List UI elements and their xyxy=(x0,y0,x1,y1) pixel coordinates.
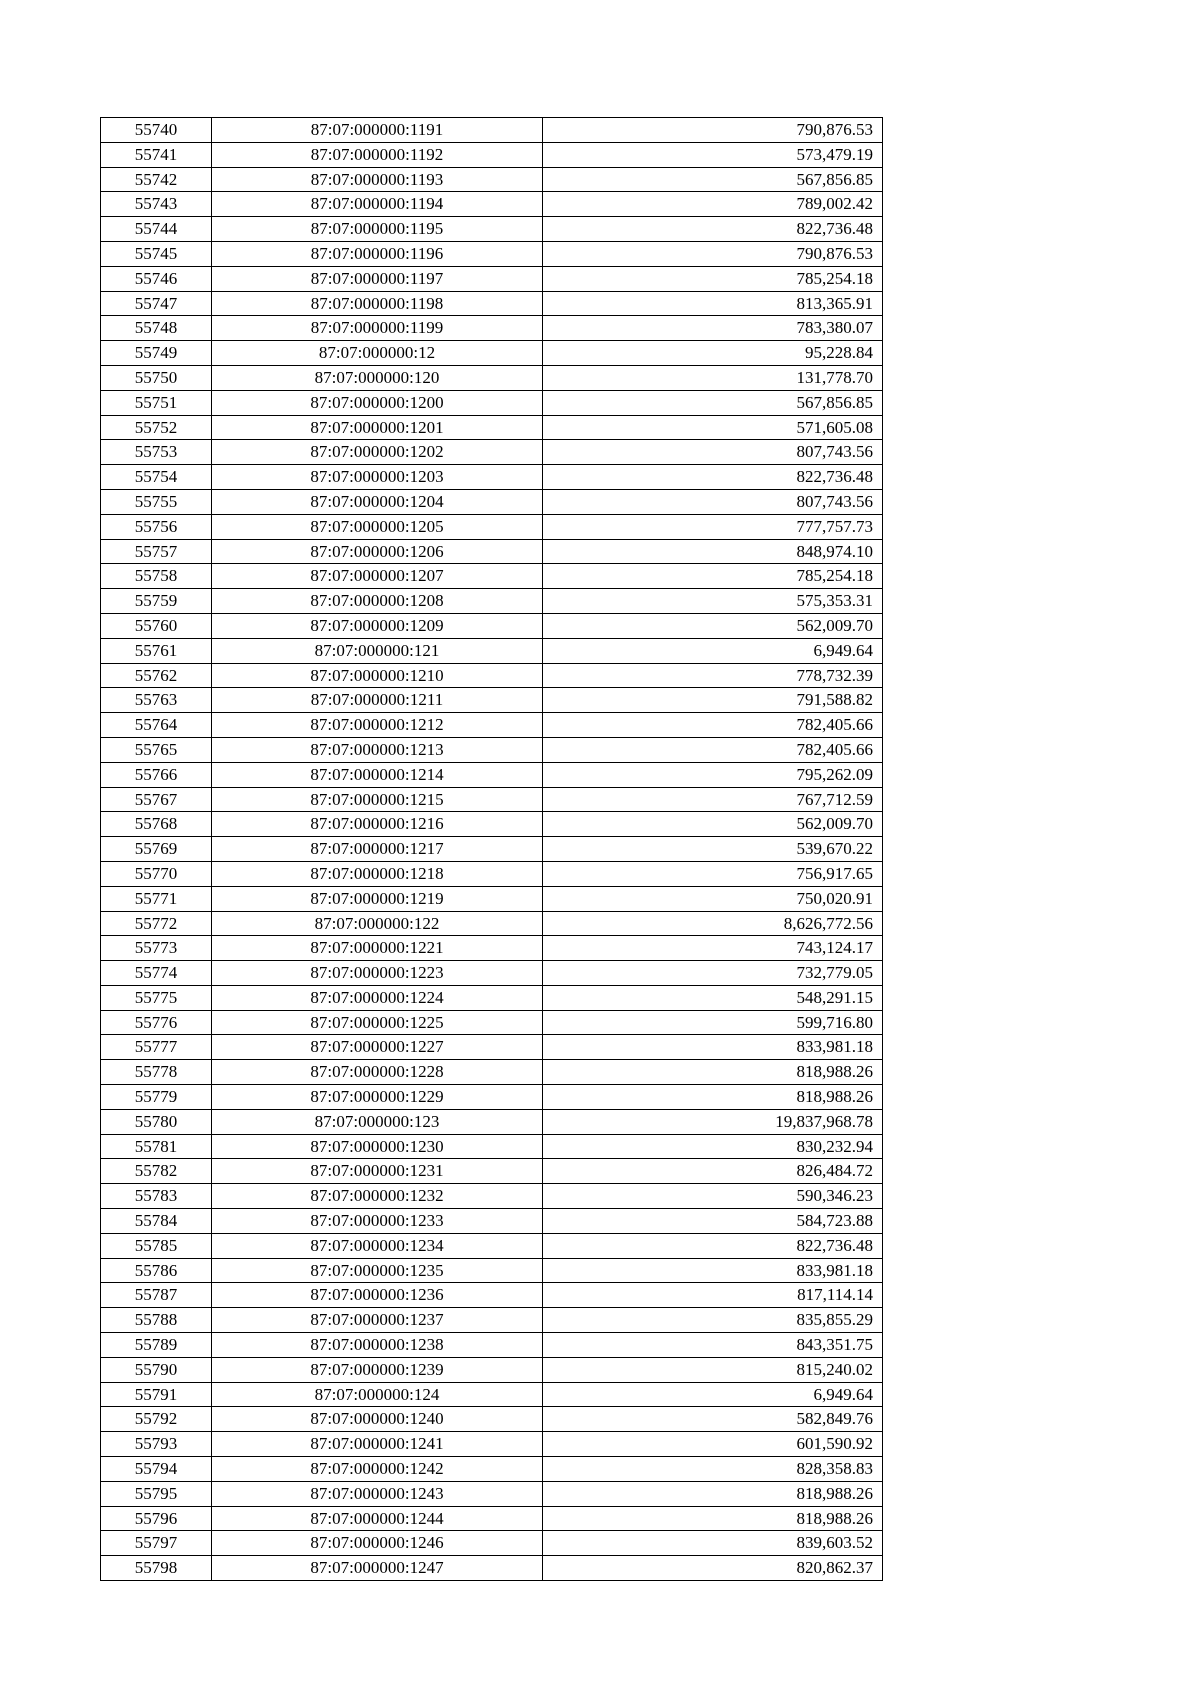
cadastral-number-cell: 87:07:000000:1191 xyxy=(212,118,543,143)
cadastral-number-cell: 87:07:000000:1196 xyxy=(212,241,543,266)
row-number-cell: 55790 xyxy=(101,1357,212,1382)
table-row xyxy=(101,440,883,465)
row-number-cell: 55781 xyxy=(101,1134,212,1159)
table-row xyxy=(101,489,883,514)
cadastral-number-cell: 87:07:000000:1194 xyxy=(212,192,543,217)
table-row xyxy=(101,539,883,564)
row-number-cell: 55786 xyxy=(101,1258,212,1283)
value-cell: 782,405.66 xyxy=(543,713,883,738)
table-row xyxy=(101,1184,883,1209)
value-cell: 833,981.18 xyxy=(543,1258,883,1283)
row-number-cell: 55770 xyxy=(101,861,212,886)
cadastral-number-cell: 87:07:000000:1227 xyxy=(212,1035,543,1060)
table-row xyxy=(101,688,883,713)
value-cell: 820,862.37 xyxy=(543,1556,883,1581)
row-number-cell: 55759 xyxy=(101,589,212,614)
table-row xyxy=(101,1283,883,1308)
row-number-cell: 55779 xyxy=(101,1085,212,1110)
table-row xyxy=(101,266,883,291)
row-number-cell: 55757 xyxy=(101,539,212,564)
table-row xyxy=(101,1333,883,1358)
table-row xyxy=(101,613,883,638)
cadastral-number-cell: 87:07:000000:1201 xyxy=(212,415,543,440)
cadastral-number-cell: 87:07:000000:1203 xyxy=(212,465,543,490)
value-cell: 8,626,772.56 xyxy=(543,911,883,936)
value-cell: 830,232.94 xyxy=(543,1134,883,1159)
table-row xyxy=(101,1457,883,1482)
value-cell: 843,351.75 xyxy=(543,1333,883,1358)
row-number-cell: 55774 xyxy=(101,961,212,986)
row-number-cell: 55753 xyxy=(101,440,212,465)
cadastral-number-cell: 87:07:000000:1223 xyxy=(212,961,543,986)
row-number-cell: 55746 xyxy=(101,266,212,291)
row-number-cell: 55792 xyxy=(101,1407,212,1432)
table-row xyxy=(101,316,883,341)
table-row xyxy=(101,142,883,167)
value-cell: 790,876.53 xyxy=(543,118,883,143)
table-row xyxy=(101,837,883,862)
row-number-cell: 55761 xyxy=(101,638,212,663)
cadastral-number-cell: 87:07:000000:124 xyxy=(212,1382,543,1407)
table-row xyxy=(101,911,883,936)
table-row xyxy=(101,1109,883,1134)
table-row xyxy=(101,1233,883,1258)
value-cell: 848,974.10 xyxy=(543,539,883,564)
table-row xyxy=(101,1035,883,1060)
cadastral-number-cell: 87:07:000000:1234 xyxy=(212,1233,543,1258)
value-cell: 783,380.07 xyxy=(543,316,883,341)
value-cell: 571,605.08 xyxy=(543,415,883,440)
cadastral-number-cell: 87:07:000000:1210 xyxy=(212,663,543,688)
row-number-cell: 55769 xyxy=(101,837,212,862)
value-cell: 6,949.64 xyxy=(543,638,883,663)
value-cell: 599,716.80 xyxy=(543,1010,883,1035)
cadastral-number-cell: 87:07:000000:1239 xyxy=(212,1357,543,1382)
row-number-cell: 55788 xyxy=(101,1308,212,1333)
cadastral-number-cell: 87:07:000000:1218 xyxy=(212,861,543,886)
row-number-cell: 55766 xyxy=(101,762,212,787)
cadastral-number-cell: 87:07:000000:1232 xyxy=(212,1184,543,1209)
row-number-cell: 55776 xyxy=(101,1010,212,1035)
cadastral-number-cell: 87:07:000000:1197 xyxy=(212,266,543,291)
table-row xyxy=(101,985,883,1010)
row-number-cell: 55777 xyxy=(101,1035,212,1060)
row-number-cell: 55798 xyxy=(101,1556,212,1581)
value-cell: 828,358.83 xyxy=(543,1457,883,1482)
table-row xyxy=(101,861,883,886)
row-number-cell: 55755 xyxy=(101,489,212,514)
table-row xyxy=(101,638,883,663)
row-number-cell: 55748 xyxy=(101,316,212,341)
table-row xyxy=(101,1085,883,1110)
table-row xyxy=(101,1308,883,1333)
row-number-cell: 55784 xyxy=(101,1209,212,1234)
cadastral-number-cell: 87:07:000000:1192 xyxy=(212,142,543,167)
value-cell: 833,981.18 xyxy=(543,1035,883,1060)
cadastral-number-cell: 87:07:000000:1243 xyxy=(212,1481,543,1506)
row-number-cell: 55778 xyxy=(101,1060,212,1085)
value-cell: 19,837,968.78 xyxy=(543,1109,883,1134)
row-number-cell: 55795 xyxy=(101,1481,212,1506)
cadastral-number-cell: 87:07:000000:1217 xyxy=(212,837,543,862)
cadastral-number-cell: 87:07:000000:1204 xyxy=(212,489,543,514)
cadastral-number-cell: 87:07:000000:1228 xyxy=(212,1060,543,1085)
cadastral-number-cell: 87:07:000000:1225 xyxy=(212,1010,543,1035)
cadastral-number-cell: 87:07:000000:1215 xyxy=(212,787,543,812)
cadastral-number-cell: 87:07:000000:1242 xyxy=(212,1457,543,1482)
value-cell: 567,856.85 xyxy=(543,167,883,192)
value-cell: 573,479.19 xyxy=(543,142,883,167)
value-cell: 835,855.29 xyxy=(543,1308,883,1333)
cadastral-number-cell: 87:07:000000:1212 xyxy=(212,713,543,738)
cadastral-number-cell: 87:07:000000:1231 xyxy=(212,1159,543,1184)
value-cell: 95,228.84 xyxy=(543,341,883,366)
row-number-cell: 55742 xyxy=(101,167,212,192)
row-number-cell: 55740 xyxy=(101,118,212,143)
row-number-cell: 55747 xyxy=(101,291,212,316)
table-row xyxy=(101,341,883,366)
row-number-cell: 55763 xyxy=(101,688,212,713)
value-cell: 785,254.18 xyxy=(543,266,883,291)
data-table xyxy=(100,117,883,1581)
row-number-cell: 55782 xyxy=(101,1159,212,1184)
cadastral-number-cell: 87:07:000000:1241 xyxy=(212,1432,543,1457)
table-row xyxy=(101,713,883,738)
row-number-cell: 55756 xyxy=(101,514,212,539)
table-row xyxy=(101,217,883,242)
table-row xyxy=(101,1209,883,1234)
value-cell: 131,778.70 xyxy=(543,365,883,390)
row-number-cell: 55765 xyxy=(101,737,212,762)
value-cell: 750,020.91 xyxy=(543,886,883,911)
value-cell: 790,876.53 xyxy=(543,241,883,266)
cadastral-number-cell: 87:07:000000:1205 xyxy=(212,514,543,539)
value-cell: 791,588.82 xyxy=(543,688,883,713)
row-number-cell: 55785 xyxy=(101,1233,212,1258)
value-cell: 818,988.26 xyxy=(543,1060,883,1085)
cadastral-number-cell: 87:07:000000:1206 xyxy=(212,539,543,564)
row-number-cell: 55775 xyxy=(101,985,212,1010)
row-number-cell: 55789 xyxy=(101,1333,212,1358)
row-number-cell: 55767 xyxy=(101,787,212,812)
value-cell: 756,917.65 xyxy=(543,861,883,886)
row-number-cell: 55754 xyxy=(101,465,212,490)
table-row xyxy=(101,1134,883,1159)
table-row xyxy=(101,514,883,539)
cadastral-number-cell: 87:07:000000:121 xyxy=(212,638,543,663)
table-row xyxy=(101,1506,883,1531)
cadastral-number-cell: 87:07:000000:1246 xyxy=(212,1531,543,1556)
cadastral-number-cell: 87:07:000000:1229 xyxy=(212,1085,543,1110)
value-cell: 582,849.76 xyxy=(543,1407,883,1432)
row-number-cell: 55751 xyxy=(101,390,212,415)
table-row xyxy=(101,241,883,266)
table-row xyxy=(101,787,883,812)
value-cell: 567,856.85 xyxy=(543,390,883,415)
cadastral-number-cell: 87:07:000000:1247 xyxy=(212,1556,543,1581)
value-cell: 785,254.18 xyxy=(543,564,883,589)
cadastral-number-cell: 87:07:000000:1240 xyxy=(212,1407,543,1432)
row-number-cell: 55750 xyxy=(101,365,212,390)
row-number-cell: 55771 xyxy=(101,886,212,911)
row-number-cell: 55745 xyxy=(101,241,212,266)
value-cell: 839,603.52 xyxy=(543,1531,883,1556)
cadastral-number-cell: 87:07:000000:1236 xyxy=(212,1283,543,1308)
value-cell: 818,988.26 xyxy=(543,1506,883,1531)
row-number-cell: 55758 xyxy=(101,564,212,589)
value-cell: 548,291.15 xyxy=(543,985,883,1010)
cadastral-number-cell: 87:07:000000:1238 xyxy=(212,1333,543,1358)
value-cell: 575,353.31 xyxy=(543,589,883,614)
cadastral-number-cell: 87:07:000000:1207 xyxy=(212,564,543,589)
row-number-cell: 55794 xyxy=(101,1457,212,1482)
value-cell: 813,365.91 xyxy=(543,291,883,316)
cadastral-number-cell: 87:07:000000:120 xyxy=(212,365,543,390)
value-cell: 601,590.92 xyxy=(543,1432,883,1457)
value-cell: 562,009.70 xyxy=(543,812,883,837)
row-number-cell: 55768 xyxy=(101,812,212,837)
table-row xyxy=(101,465,883,490)
value-cell: 815,240.02 xyxy=(543,1357,883,1382)
row-number-cell: 55760 xyxy=(101,613,212,638)
row-number-cell: 55791 xyxy=(101,1382,212,1407)
row-number-cell: 55793 xyxy=(101,1432,212,1457)
table-row xyxy=(101,762,883,787)
cadastral-number-cell: 87:07:000000:1214 xyxy=(212,762,543,787)
table-row xyxy=(101,1382,883,1407)
table-row xyxy=(101,291,883,316)
cadastral-number-cell: 87:07:000000:1200 xyxy=(212,390,543,415)
cadastral-number-cell: 87:07:000000:1193 xyxy=(212,167,543,192)
cadastral-number-cell: 87:07:000000:1216 xyxy=(212,812,543,837)
row-number-cell: 55780 xyxy=(101,1109,212,1134)
value-cell: 732,779.05 xyxy=(543,961,883,986)
table-row xyxy=(101,1432,883,1457)
table-row xyxy=(101,936,883,961)
cadastral-number-cell: 87:07:000000:1230 xyxy=(212,1134,543,1159)
table-row xyxy=(101,167,883,192)
value-cell: 822,736.48 xyxy=(543,465,883,490)
table-row xyxy=(101,812,883,837)
row-number-cell: 55744 xyxy=(101,217,212,242)
table-row xyxy=(101,1407,883,1432)
cadastral-number-cell: 87:07:000000:122 xyxy=(212,911,543,936)
cadastral-number-cell: 87:07:000000:1211 xyxy=(212,688,543,713)
table-row xyxy=(101,564,883,589)
row-number-cell: 55741 xyxy=(101,142,212,167)
value-cell: 590,346.23 xyxy=(543,1184,883,1209)
table-row xyxy=(101,1556,883,1581)
cadastral-number-cell: 87:07:000000:1198 xyxy=(212,291,543,316)
value-cell: 562,009.70 xyxy=(543,613,883,638)
cadastral-number-cell: 87:07:000000:12 xyxy=(212,341,543,366)
row-number-cell: 55787 xyxy=(101,1283,212,1308)
value-cell: 807,743.56 xyxy=(543,440,883,465)
table-row xyxy=(101,1060,883,1085)
value-cell: 789,002.42 xyxy=(543,192,883,217)
table-row xyxy=(101,1481,883,1506)
cadastral-number-cell: 87:07:000000:1233 xyxy=(212,1209,543,1234)
value-cell: 6,949.64 xyxy=(543,1382,883,1407)
value-cell: 777,757.73 xyxy=(543,514,883,539)
value-cell: 778,732.39 xyxy=(543,663,883,688)
cadastral-number-cell: 87:07:000000:1235 xyxy=(212,1258,543,1283)
table-row xyxy=(101,415,883,440)
cadastral-number-cell: 87:07:000000:1208 xyxy=(212,589,543,614)
cadastral-number-cell: 87:07:000000:1213 xyxy=(212,737,543,762)
value-cell: 826,484.72 xyxy=(543,1159,883,1184)
table-row xyxy=(101,1010,883,1035)
row-number-cell: 55752 xyxy=(101,415,212,440)
cadastral-number-cell: 87:07:000000:1219 xyxy=(212,886,543,911)
value-cell: 539,670.22 xyxy=(543,837,883,862)
value-cell: 782,405.66 xyxy=(543,737,883,762)
value-cell: 795,262.09 xyxy=(543,762,883,787)
value-cell: 818,988.26 xyxy=(543,1085,883,1110)
value-cell: 817,114.14 xyxy=(543,1283,883,1308)
cadastral-number-cell: 87:07:000000:1244 xyxy=(212,1506,543,1531)
table-row xyxy=(101,1258,883,1283)
table-row xyxy=(101,961,883,986)
cadastral-number-cell: 87:07:000000:123 xyxy=(212,1109,543,1134)
row-number-cell: 55764 xyxy=(101,713,212,738)
cadastral-number-cell: 87:07:000000:1224 xyxy=(212,985,543,1010)
cadastral-number-cell: 87:07:000000:1237 xyxy=(212,1308,543,1333)
row-number-cell: 55797 xyxy=(101,1531,212,1556)
cadastral-number-cell: 87:07:000000:1199 xyxy=(212,316,543,341)
table-row xyxy=(101,1531,883,1556)
row-number-cell: 55773 xyxy=(101,936,212,961)
value-cell: 818,988.26 xyxy=(543,1481,883,1506)
table-row xyxy=(101,737,883,762)
table-row xyxy=(101,1159,883,1184)
table-body xyxy=(101,118,883,1581)
cadastral-number-cell: 87:07:000000:1195 xyxy=(212,217,543,242)
row-number-cell: 55783 xyxy=(101,1184,212,1209)
table-row xyxy=(101,365,883,390)
row-number-cell: 55743 xyxy=(101,192,212,217)
cadastral-number-cell: 87:07:000000:1209 xyxy=(212,613,543,638)
cadastral-number-cell: 87:07:000000:1202 xyxy=(212,440,543,465)
table-row xyxy=(101,886,883,911)
value-cell: 807,743.56 xyxy=(543,489,883,514)
value-cell: 822,736.48 xyxy=(543,217,883,242)
table-row xyxy=(101,118,883,143)
value-cell: 743,124.17 xyxy=(543,936,883,961)
cadastral-number-cell: 87:07:000000:1221 xyxy=(212,936,543,961)
value-cell: 584,723.88 xyxy=(543,1209,883,1234)
row-number-cell: 55772 xyxy=(101,911,212,936)
row-number-cell: 55762 xyxy=(101,663,212,688)
table-row xyxy=(101,192,883,217)
row-number-cell: 55796 xyxy=(101,1506,212,1531)
value-cell: 767,712.59 xyxy=(543,787,883,812)
table-row xyxy=(101,1357,883,1382)
row-number-cell: 55749 xyxy=(101,341,212,366)
table-row xyxy=(101,663,883,688)
table-row xyxy=(101,390,883,415)
table-row xyxy=(101,589,883,614)
value-cell: 822,736.48 xyxy=(543,1233,883,1258)
